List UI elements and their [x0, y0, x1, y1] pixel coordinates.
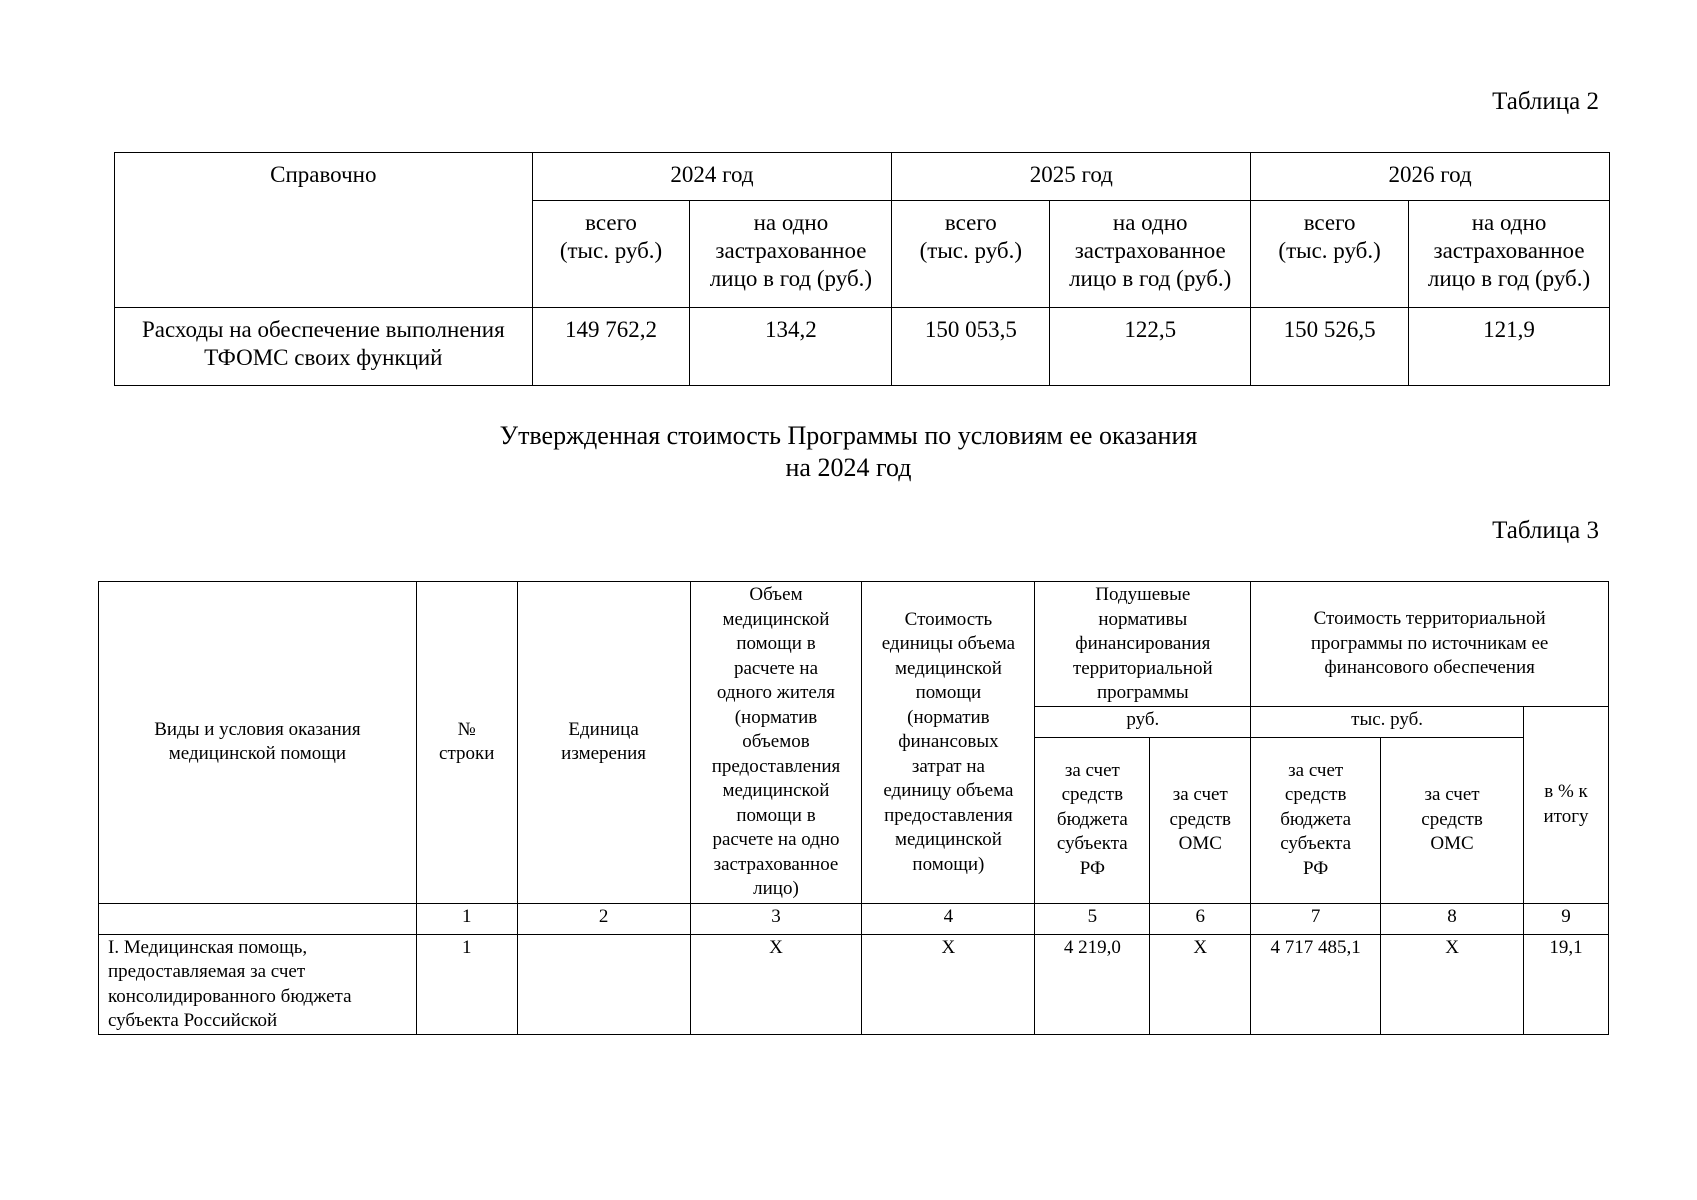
per-person-header: на одно застрахованное лицо в год (руб.): [1409, 201, 1610, 308]
column-number: 8: [1381, 903, 1524, 934]
value-cell: 134,2: [690, 308, 892, 386]
column-number: 2: [517, 903, 690, 934]
column-number: 5: [1035, 903, 1150, 934]
row-number-header: № строки: [416, 582, 517, 904]
per-person-header: на одно застрахованное лицо в год (руб.): [1050, 201, 1251, 308]
row1-cell: 19,1: [1523, 934, 1608, 1034]
cost-header: Стоимость единицы объема медицинской помощи (норматив финансовых затрат на единицу объема предоставления медицинской помощи): [862, 582, 1035, 904]
oms-header: за счет средств ОМС: [1381, 737, 1524, 903]
column-number: 6: [1150, 903, 1251, 934]
column-number: 1: [416, 903, 517, 934]
column-number: [99, 903, 417, 934]
year-2025-header: 2025 год: [892, 153, 1251, 201]
column-number: 3: [690, 903, 862, 934]
territorial-cost-header: Стоимость территориальной программы по источникам ее финансового обеспечения: [1251, 582, 1609, 707]
row1-cell: [517, 934, 690, 1034]
percent-header: в % к итогу: [1523, 706, 1608, 903]
row1-cell: Х: [690, 934, 862, 1034]
per-person-header: на одно застрахованное лицо в год (руб.): [690, 201, 892, 308]
column-number: 9: [1523, 903, 1608, 934]
rub-header: руб.: [1035, 706, 1251, 737]
budget-header: за счет средств бюджета субъекта РФ: [1251, 737, 1381, 903]
volume-header: Объем медицинской помощи в расчете на одного жителя (норматив объемов предоставления медицинской помощи в расчете на одно застрахованное лицо): [690, 582, 862, 904]
table3-caption: Таблица 3: [1492, 517, 1599, 544]
total-header: всего (тыс. руб.): [532, 201, 690, 308]
expenses-label: Расходы на обеспечение выполнения ТФОМС своих функций: [115, 308, 533, 386]
table2-caption: Таблица 2: [1492, 88, 1599, 115]
value-cell: 122,5: [1050, 308, 1251, 386]
value-cell: 149 762,2: [532, 308, 690, 386]
year-2024-header: 2024 год: [532, 153, 892, 201]
thousand-rub-header: тыс. руб.: [1251, 706, 1524, 737]
oms-header: за счет средств ОМС: [1150, 737, 1251, 903]
per-capita-header: Подушевые нормативы финансирования территориальной программы: [1035, 582, 1251, 707]
column-number: 4: [862, 903, 1035, 934]
row1-cell: Х: [1150, 934, 1251, 1034]
row1-cell: Х: [862, 934, 1035, 1034]
total-header: всего (тыс. руб.): [1251, 201, 1409, 308]
table2: [114, 152, 1610, 386]
types-header: Виды и условия оказания медицинской помощи: [99, 582, 417, 904]
row1-cell: 1: [416, 934, 517, 1034]
table3: [98, 581, 1609, 1035]
row1-label: I. Медицинская помощь, предоставляемая за счет консолидированного бюджета субъекта Российской: [99, 934, 417, 1034]
row1-cell: Х: [1381, 934, 1524, 1034]
year-2026-header: 2026 год: [1251, 153, 1610, 201]
unit-header: Единица измерения: [517, 582, 690, 904]
budget-header: за счет средств бюджета субъекта РФ: [1035, 737, 1150, 903]
row1-cell: 4 219,0: [1035, 934, 1150, 1034]
value-cell: 150 526,5: [1251, 308, 1409, 386]
row1-cell: 4 717 485,1: [1251, 934, 1381, 1034]
column-number: 7: [1251, 903, 1381, 934]
value-cell: 150 053,5: [892, 308, 1050, 386]
program-title: Утвержденная стоимость Программы по условиям ее оказания на 2024 год: [499, 421, 1198, 482]
reference-header: Справочно: [115, 153, 533, 308]
total-header: всего (тыс. руб.): [892, 201, 1050, 308]
value-cell: 121,9: [1409, 308, 1610, 386]
